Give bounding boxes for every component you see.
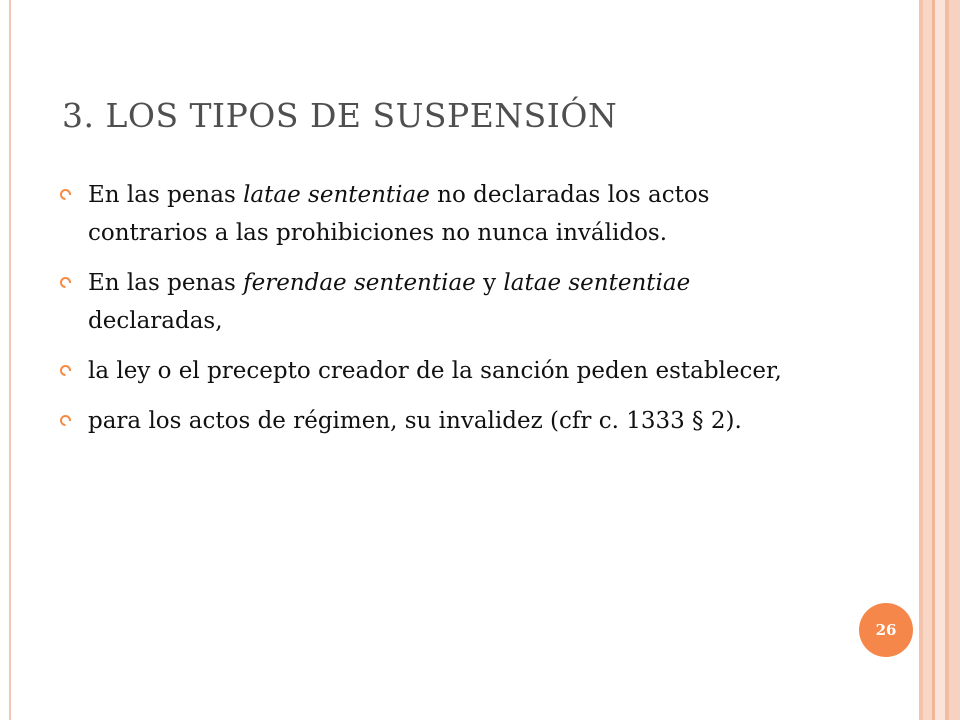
bullet-text-part: para los actos de régimen, su invalidez (cfr c. 1333 § 2).: [88, 408, 742, 434]
bullet-text-part: y: [475, 270, 504, 296]
bullet-text-part: declaradas,: [88, 308, 223, 334]
bullet-text-part: En las penas: [88, 270, 244, 296]
bullet-text-part: En las penas: [88, 182, 244, 208]
bullet-text-part: no declaradas los actos contrarios a las prohibiciones no nunca inválidos.: [88, 182, 710, 246]
bullet-item: [60, 352, 800, 390]
bullet-text-part: la ley o el precepto creador de la sanción peden establecer,: [88, 358, 782, 384]
bullet-list: [60, 176, 800, 452]
bullet-text-italic: latae sententiae: [243, 182, 430, 208]
bullet-item: [60, 402, 800, 440]
bullet-text: [88, 358, 782, 384]
right-decorative-stripe: [949, 0, 960, 720]
left-border-line: [9, 0, 11, 720]
right-decorative-stripe: [923, 0, 932, 720]
bullet-text: [88, 182, 709, 246]
bullet-marker-icon: [60, 415, 71, 426]
bullet-marker-icon: [60, 365, 71, 376]
bullet-marker-icon: [60, 189, 71, 200]
bullet-text: [88, 408, 742, 434]
page-number-badge: 26: [859, 603, 913, 657]
right-decorative-stripe: [935, 0, 945, 720]
bullet-item: [60, 264, 800, 340]
bullet-item: [60, 176, 800, 252]
bullet-text-italic: latae sententiae: [503, 270, 691, 296]
bullet-marker-icon: [60, 277, 71, 288]
bullet-text-italic: ferendae sententiae: [243, 270, 476, 296]
bullet-text: [88, 270, 690, 334]
slide-title: 3. LOS TIPOS DE SUSPENSIÓN: [62, 96, 618, 135]
